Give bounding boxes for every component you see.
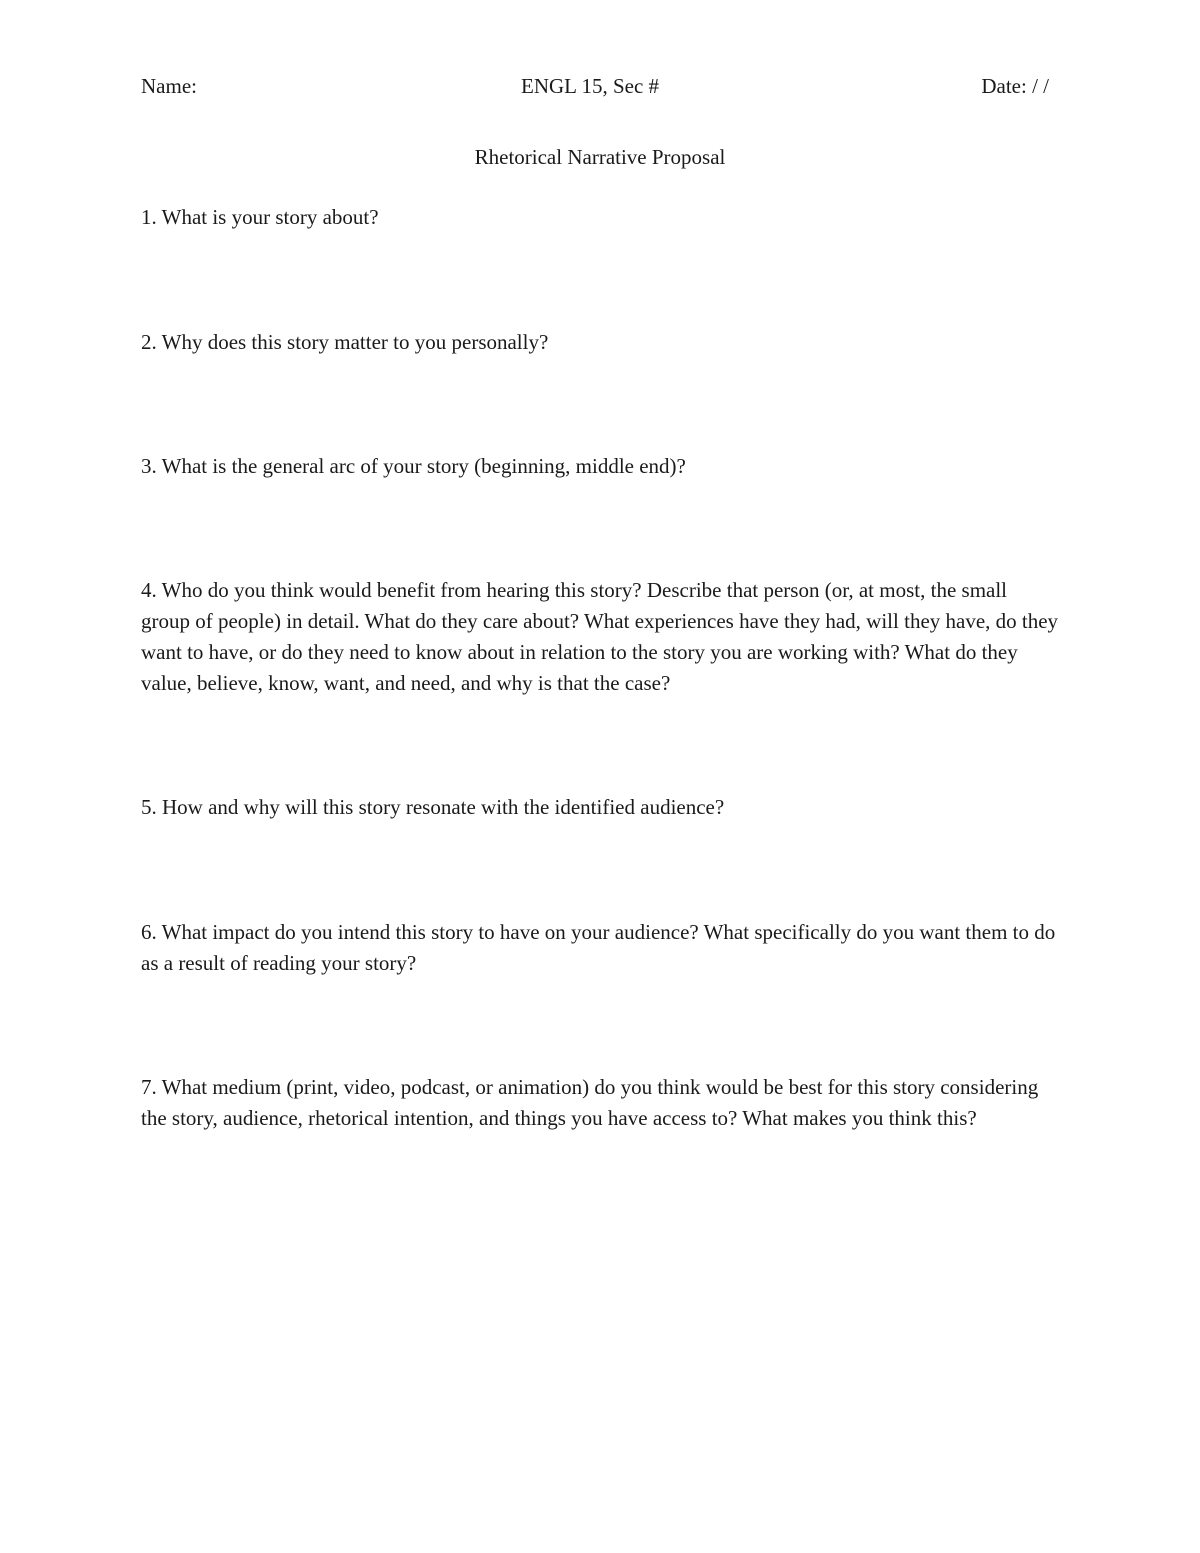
- name-label: Name:: [141, 74, 197, 98]
- question-6: 6. What impact do you intend this story to have on your audience? What specifically do you want them to do as a result of reading your story?: [141, 920, 1056, 975]
- question-3: 3. What is the general arc of your story (beginning, middle end)?: [141, 454, 686, 478]
- question-5: 5. How and why will this story resonate with the identified audience?: [141, 795, 725, 819]
- course-label: ENGL 15, Sec #: [521, 74, 660, 98]
- date-label: Date: / /: [981, 74, 1049, 98]
- header-row: [141, 70, 1049, 102]
- question-1: 1. What is your story about?: [141, 205, 379, 229]
- question-2: 2. Why does this story matter to you personally?: [141, 330, 549, 354]
- question-7: 7. What medium (print, video, podcast, or animation) do you think would be best for this story considering the story, audience, rhetorical intention, and things you have access to? What makes you think this?: [141, 1075, 1039, 1130]
- question-4: 4. Who do you think would benefit from hearing this story? Describe that person (or, at most, the small group of people) in detail. What do they care about? What experiences have they had, will they have, do they want to have, or do they need to know about in relation to the story you are working with? What do they value, believe, know, want, and need, and why is that the case?: [141, 578, 1059, 695]
- document-title: Rhetorical Narrative Proposal: [474, 145, 726, 169]
